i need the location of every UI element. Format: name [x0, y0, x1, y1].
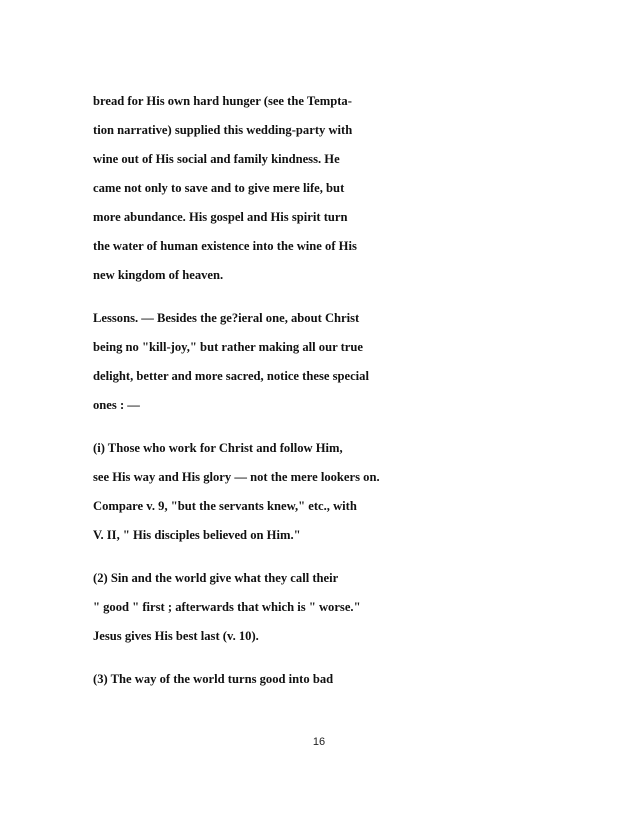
- text-line: ones : —: [93, 398, 140, 412]
- text-line: bread for His own hard hunger (see the Tempta-: [93, 94, 352, 108]
- text-line: see His way and His glory — not the mere lookers on.: [93, 470, 380, 484]
- text-line: being no "kill-joy," but rather making all our true: [93, 340, 363, 354]
- text-line: V. II, " His disciples believed on Him.": [93, 528, 301, 542]
- text-line: (3) The way of the world turns good into bad: [93, 672, 334, 686]
- text-line: the water of human existence into the wine of His: [93, 239, 357, 253]
- paragraph-1: [93, 94, 613, 282]
- text-line: tion narrative) supplied this wedding-party with: [93, 123, 353, 137]
- paragraph-lesson-2: [93, 571, 613, 643]
- text-line: (2) Sin and the world give what they call their: [93, 571, 339, 585]
- text-line: new kingdom of heaven.: [93, 268, 224, 282]
- text-line: Jesus gives His best last (v. 10).: [93, 629, 259, 643]
- page-number: 16: [312, 736, 326, 748]
- paragraph-lesson-1: [93, 441, 613, 542]
- text-line: Compare v. 9, "but the servants knew," etc., with: [93, 499, 357, 513]
- text-line: (i) Those who work for Christ and follow Him,: [93, 441, 343, 455]
- text-line: delight, better and more sacred, notice these special: [93, 369, 369, 383]
- paragraph-lessons: [93, 311, 613, 412]
- text-line: " good " first ; afterwards that which is " worse.": [93, 600, 361, 614]
- body-text: [93, 94, 613, 701]
- text-line: came not only to save and to give mere life, but: [93, 181, 345, 195]
- text-line: Lessons. — Besides the ge?ieral one, about Christ: [93, 311, 360, 325]
- text-line: more abundance. His gospel and His spirit turn: [93, 210, 348, 224]
- paragraph-lesson-3: [93, 672, 613, 686]
- text-line: wine out of His social and family kindness. He: [93, 152, 340, 166]
